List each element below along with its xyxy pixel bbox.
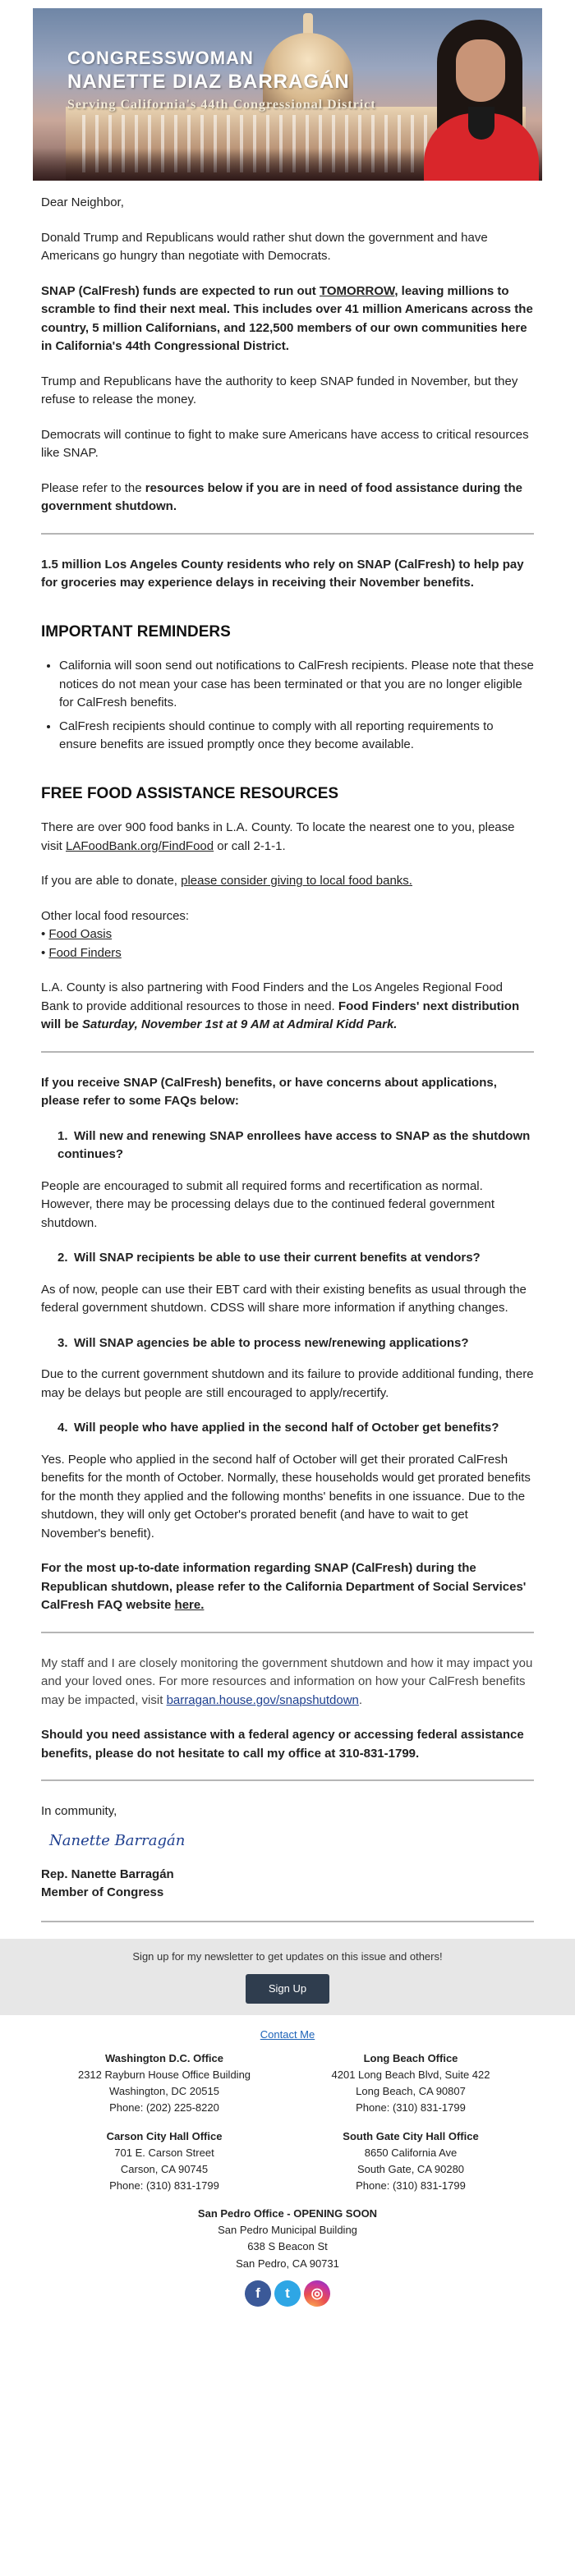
assistance-paragraph: Should you need assistance with a federal agency or accessing federal assistance benefits, please do not hesitate to call my office at 310-831-1799. — [41, 1728, 524, 1761]
faq-intro: If you receive SNAP (CalFresh) benefits, or have concerns about applications, please refer to some FAQs below: — [41, 1075, 497, 1108]
contact-me-link[interactable]: Contact Me — [260, 2027, 315, 2041]
monitoring-paragraph: My staff and I are closely monitoring the government shutdown and how it may impact you and your loved ones. For more resources and information on how your CalFresh benefits may be impacted, visit barragan.house.gov/snapshutdown. — [41, 1655, 533, 1707]
tomorrow-emphasis: TOMORROW — [319, 283, 395, 298]
contact-row — [0, 2027, 575, 2043]
intro-paragraph-2: SNAP (CalFresh) funds are expected to run out TOMORROW, leaving millions to scramble to find their next meal. This includes over 41 million Americans across the country, 5 million Californians, and 122,500 members of our own communities here in California's 44th Congressional District. — [41, 283, 533, 353]
banner-title-name: NANETTE DIAZ BARRAGÁN — [67, 71, 350, 93]
intro-paragraph-4: Democrats will continue to fight to make sure Americans have access to critical resources like SNAP. — [41, 427, 529, 460]
banner-subtitle: Serving California's 44th Congressional District — [67, 98, 376, 112]
faq-answer-2: As of now, people can use their EBT card with their existing benefits as usual through the federal government shutdown. CDSS will share more information if anything changes. — [41, 1282, 527, 1315]
email-body — [25, 194, 550, 1922]
faq-question-3: 3. Will SNAP agencies be able to process new/renewing applications? — [58, 1335, 469, 1350]
faq-question-2: 2. Will SNAP recipients be able to use their current benefits at vendors? — [58, 1251, 481, 1265]
divider — [41, 533, 534, 535]
snap-shutdown-link[interactable]: barragan.house.gov/snapshutdown — [166, 1692, 359, 1707]
food-oasis-link[interactable]: Food Oasis — [48, 927, 113, 941]
resources-paragraph-2: If you are able to donate, please consider giving to local food banks. — [41, 874, 412, 888]
divider — [41, 1051, 534, 1053]
office-south-gate: South Gate City Hall Office 8650 California Ave South Gate, CA 90280 Phone: (310) 831-1799 — [343, 2129, 479, 2192]
reminders-list — [59, 657, 534, 755]
intro-paragraph-1: Donald Trump and Republicans would rather shut down the government and have Americans go hungry than negotiate with Democrats. — [41, 230, 488, 263]
office-carson: Carson City Hall Office 701 E. Carson Street Carson, CA 90745 Phone: (310) 831-1799 — [106, 2129, 223, 2192]
faq-answer-3: Due to the current government shutdown and its failure to provide additional funding, there may be delays but people are still encouraged to apply/recertify. — [41, 1367, 534, 1400]
intro-paragraph-5: Please refer to the resources below if you are in need of food assistance during the government shutdown. — [41, 480, 523, 513]
faq-answer-1: People are encouraged to submit all required forms and recertification as normal. However, there may be processing delays due to the continued federal government shutdown. — [41, 1178, 494, 1230]
divider — [41, 1779, 534, 1781]
resources-heading: FREE FOOD ASSISTANCE RESOURCES — [41, 784, 339, 802]
signer-name: Rep. Nanette Barragán — [41, 1867, 174, 1881]
header-banner — [33, 8, 542, 181]
resources-paragraph-1: There are over 900 food banks in L.A. County. To locate the nearest one to you, please visit LAFoodBank.org/FindFood or call 2-1-1. — [41, 820, 515, 853]
cdss-faq-link[interactable]: here. — [174, 1598, 205, 1612]
newsletter-text: Sign up for my newsletter to get updates on this issue and others! — [132, 1949, 443, 1963]
offices-grid — [41, 2050, 534, 2194]
other-resources-list — [41, 925, 534, 962]
twitter-icon[interactable]: t — [274, 2280, 301, 2307]
food-finders-link[interactable]: Food Finders — [48, 945, 122, 960]
office-dc: Washington D.C. Office 2312 Rayburn House Office Building Washington, DC 20515 Phone: (202) 225-8220 — [77, 2052, 251, 2115]
faq-question-1: 1. Will new and renewing SNAP enrollees have access to SNAP as the shutdown continues? — [58, 1128, 531, 1161]
la-food-bank-link[interactable]: LAFoodBank.org/FindFood — [66, 838, 214, 853]
list-item: • Food Oasis — [41, 927, 113, 941]
social-icons — [0, 2280, 575, 2307]
faq-closing: For the most up-to-date information regarding SNAP (CalFresh) during the Republican shutdown, please refer to the California Department of Social Services' CalFresh FAQ website here. — [41, 1561, 527, 1612]
list-item: • California will soon send out notifications to CalFresh recipients. Please note that these notices do not mean your case has been terminated or that you are no longer eligible for CalFresh benefits. — [59, 657, 534, 713]
office-san-pedro: San Pedro Office - OPENING SOON San Pedro Municipal Building 638 S Beacon St San Pedro, CA 90731 — [197, 2207, 378, 2270]
callout-la-county: 1.5 million Los Angeles County residents who rely on SNAP (CalFresh) to help pay for groceries may experience delays in receiving their November benefits. — [41, 557, 524, 590]
other-resources-label: Other local food resources: — [41, 908, 190, 923]
signup-button[interactable]: Sign Up — [246, 1974, 329, 2004]
faq-answer-4: Yes. People who applied in the second half of October will get their prorated CalFresh benefits for the month of October. Normally, these households would get prorated benefits for the month they applied and the following months' benefits in one issuance. Due to the shutdown, they will only get October's prorated benefit (and have to wait to get November's benefit). — [41, 1452, 531, 1541]
signer-title: Member of Congress — [41, 1885, 164, 1899]
intro-paragraph-3: Trump and Republicans have the authority to keep SNAP funded in November, but they refuse to release the money. — [41, 374, 518, 406]
closing-text: In community, — [41, 1804, 117, 1818]
resources-paragraph-3: L.A. County is also partnering with Food Finders and the Los Angeles Regional Food Bank to provide additional resources to those in need. Food Finders' next distribution will be Saturday, November 1st at 9 AM at Admiral Kidd Park. — [41, 980, 520, 1031]
list-item: • CalFresh recipients should continue to comply with all reporting requirements to ensure benefits are issued promptly once they become available. — [59, 718, 534, 755]
greeting: Dear Neighbor, — [41, 195, 124, 209]
office-long-beach: Long Beach Office 4201 Long Beach Blvd, Suite 422 Long Beach, CA 90807 Phone: (310) 831-1799 — [331, 2052, 490, 2115]
signature: Nanette Barragán — [49, 1831, 186, 1849]
faq-question-4: 4. Will people who have applied in the second half of October get benefits? — [58, 1421, 499, 1435]
instagram-icon[interactable]: ◎ — [304, 2280, 330, 2307]
facebook-icon[interactable]: f — [245, 2280, 271, 2307]
divider — [41, 1921, 534, 1922]
donate-link[interactable]: please consider giving to local food banks. — [181, 874, 412, 888]
list-item: • Food Finders — [41, 945, 122, 960]
newsletter-box — [0, 1939, 575, 2015]
banner-title-role: CONGRESSWOMAN — [67, 48, 254, 68]
divider — [41, 1632, 534, 1633]
congresswoman-portrait — [419, 15, 542, 181]
reminders-heading: IMPORTANT REMINDERS — [41, 622, 231, 641]
